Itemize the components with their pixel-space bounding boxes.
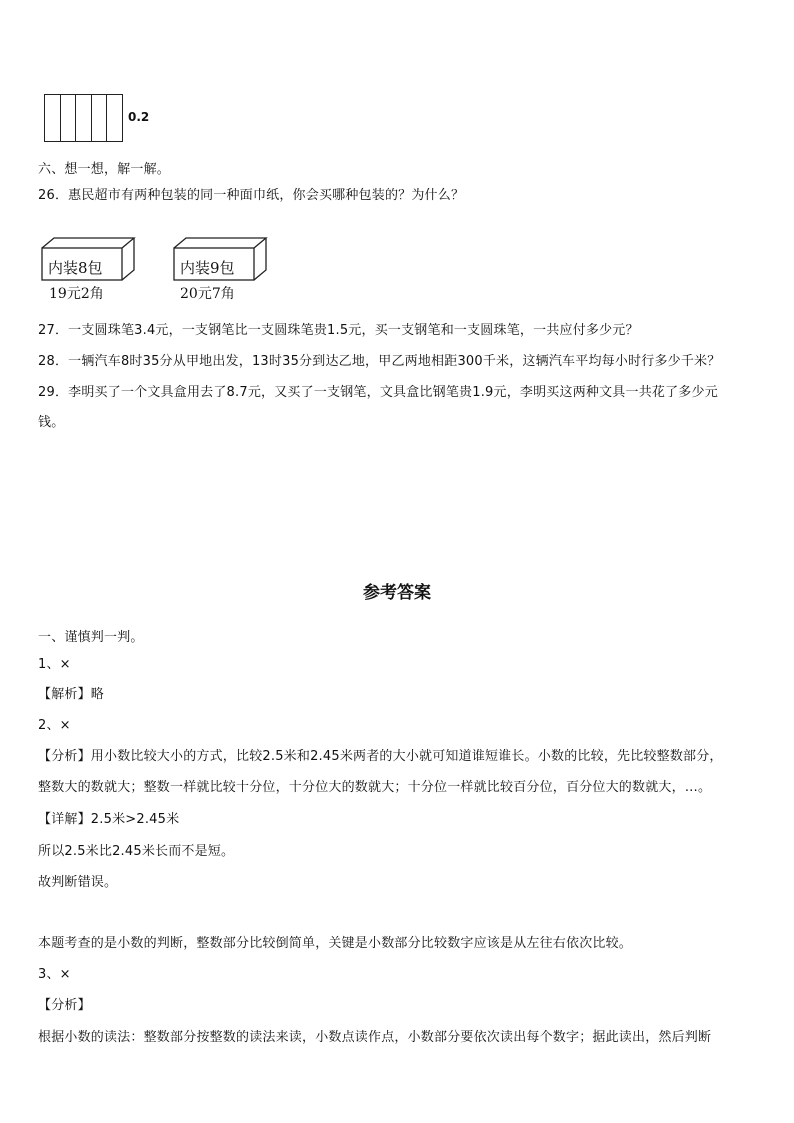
question-28: 28．一辆汽车8时35分从甲地出发，13时35分到达乙地，甲乙两地相距300千米，这辆汽车平均每小时行多少千米？	[38, 354, 721, 369]
answer-2-detail: 【详解】2.5米>2.45米	[38, 812, 180, 827]
question-26: 26．惠民超市有两种包装的同一种面巾纸，你会买哪种包装的？为什么？	[38, 188, 465, 203]
strip-cell	[76, 95, 92, 141]
answer-2-so: 所以2.5米比2.45米长而不是短。	[38, 844, 235, 859]
answers-title: 参考答案	[363, 583, 431, 603]
box-price: 20元7角	[180, 286, 235, 302]
answers-section1: 一、谨慎判一判。	[38, 630, 144, 645]
strip-cell	[107, 95, 122, 141]
box-price: 19元2角	[49, 286, 104, 302]
answer-3-analysis: 【分析】	[38, 998, 91, 1013]
answer-1-analysis: 【解析】略	[38, 687, 105, 702]
answer-1-number: 1、×	[38, 657, 71, 672]
answer-3-text: 根据小数的读法：整数部分按整数的读法来读，小数点读作点，小数部分要依次读出每个数字；据此读出，然后判断	[38, 1030, 712, 1045]
answer-2-conclusion: 故判断错误。	[38, 875, 118, 890]
question-29-cont: 钱。	[38, 415, 65, 430]
answer-2-analysis-cont: 整数大的数就大；整数一样就比较十分位，十分位大的数就大；十分位一样就比较百分位，百分位大的数就大，…。	[38, 780, 712, 795]
tissue-box-8	[40, 236, 140, 286]
answer-2-number: 2、×	[38, 718, 71, 733]
box-label: 内装8包	[48, 259, 103, 277]
strip-label: 0.2	[128, 110, 150, 124]
answer-2-analysis: 【分析】用小数比较大小的方式，比较2.5米和2.45米两者的大小就可知道谁短谁长。小数的比较，先比较整数部分，	[38, 749, 723, 764]
fraction-strip-figure	[44, 94, 123, 142]
question-29: 29．李明买了一个文具盒用去了8.7元，又买了一支钢笔，文具盒比钢笔贵1.9元，李明买这两种文具一共花了多少元	[38, 385, 718, 400]
answer-3-number: 3、×	[38, 967, 71, 982]
answer-2-note: 本题考查的是小数的判断，整数部分比较倒简单，关键是小数部分比较数字应该是从左往右依次比较。	[38, 936, 633, 951]
section6-heading: 六、想一想，解一解。	[38, 162, 171, 177]
question-27: 27．一支圆珠笔3.4元，一支钢笔比一支圆珠笔贵1.5元，买一支钢笔和一支圆珠笔，一共应付多少元？	[38, 323, 639, 338]
strip-cell	[61, 95, 77, 141]
strip-cell	[45, 95, 61, 141]
box-label: 内装9包	[180, 259, 235, 277]
strip-cell	[92, 95, 108, 141]
tissue-box-9	[172, 236, 272, 286]
